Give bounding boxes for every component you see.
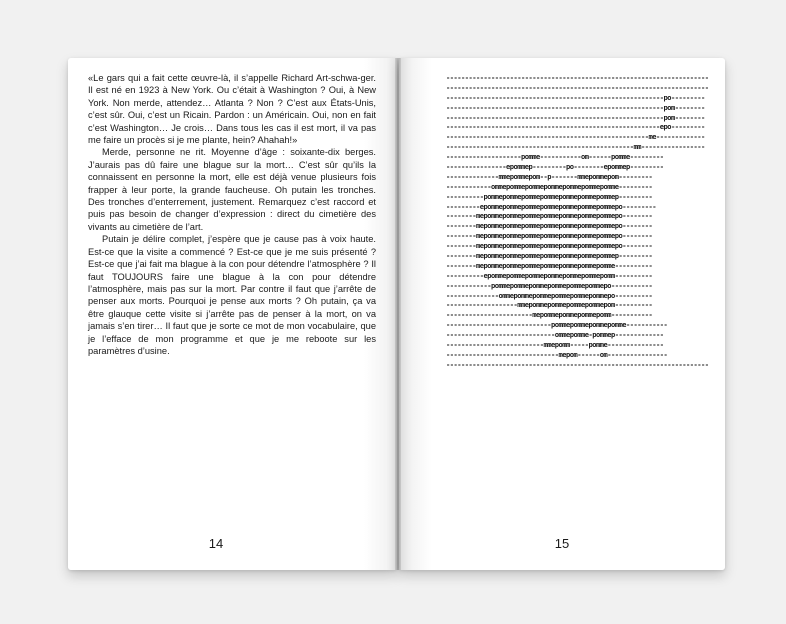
- pattern-line: ----------------------------------------------------------------------: [446, 73, 709, 82]
- pattern-line: -----------------------------ommepomme-pommep-------------: [446, 330, 664, 340]
- pattern-line: --------------mmepommepom--p-------mmepommepom---------: [446, 171, 653, 181]
- open-book: [68, 58, 725, 570]
- pattern-line: ---------epommepommepommepommepommepommepommepo---------: [446, 201, 657, 211]
- pattern-line: ----------pommepommepommepommepommepommepommep---------: [446, 191, 653, 201]
- paragraph: «Le gars qui a fait cette œuvre-là, il s’appelle Richard Art-schwa-ger. Il est né en 1923 à New York. Ou c’était à Washington ? Oui, à New York. Non merde, attendez… Atlanta ? Non ? C’est aux États-Unis, c’est sûr. Oui, c’est un Ricain. Pardon : un Américain. Oui, non en fait c’est Washington… Je crois… Dans tous les cas il est mort, il va pas me faire un procès si je me plante, hein? Ahahah!»: [88, 73, 376, 146]
- pattern-line: ----------------------------------------------------------pom--------: [446, 102, 705, 112]
- pattern-line: ---------------------------------------------------------epo---------: [446, 122, 705, 132]
- pattern-line: ------------pommepommepommepommepommepommepo-----------: [446, 280, 653, 290]
- pattern-line: ----------------------------------------------------------po---------: [446, 92, 705, 102]
- pattern-line: --------mepommepommepommepommepommepommepommepo--------: [446, 231, 653, 241]
- page-number-left: 14: [208, 536, 224, 551]
- paragraph: Putain je délire complet, j’espère que je cause pas à voix haute. Est-ce que la visite a commencé ? Est-ce que je me suis présenté ? Est-ce que j’ai fait ma blague à la con pour détendre l’atmosphère ? Il faut TOUJOURS faire une blague à la con pour détendre l’atmosphère, mais pas sur la mort. Par contre il faut que j’arrête de penser aux morts. Pourquoi je pense aux morts ? Oh putain, ça va être glauque cette visite si j’arrête pas de penser à la mort, on va jamais s’en tirer… Il faut que je sorte ce mot de mon vocabulaire, que je l’efface de mon programme et que je me reboote sur les paramètres d’usine.: [88, 234, 376, 356]
- pattern-line: --------------------------mmepomm-----pomme---------------: [446, 340, 664, 350]
- pattern-line: --------------------------------------------------mm-----------------: [446, 142, 705, 152]
- pattern-line: -----------------------mepommepommepommepomm-----------: [446, 310, 653, 320]
- pattern-line: ----------------------------pommepommepommepomme-----------: [446, 320, 668, 330]
- pattern-line: ----------------------------------------------------------pom--------: [446, 112, 705, 122]
- page-number-right: 15: [554, 536, 570, 551]
- left-page-text: [88, 72, 376, 357]
- pattern-line: --------mepommepommepommepommepommepommepommepo--------: [446, 211, 653, 221]
- pattern-line: -------------------mmepommepommepommepommepom----------: [446, 300, 653, 310]
- pattern-line: ----------------------------------------------------------------------: [446, 359, 709, 369]
- pattern-line: ----------epommepommepommepommepommepommepomm----------: [446, 270, 653, 280]
- book-gutter: [395, 58, 401, 570]
- left-page: [68, 58, 397, 570]
- pattern-line: ------------------------------mepom------om----------------: [446, 349, 668, 359]
- paragraph: Merde, personne ne rit. Moyenne d’âge : soixante-dix berges. J’aurais pas dû faire une blague sur la mort… C’est sûr qu’ils la connaissent en personne la mort, elle est déjà venue plusieurs fois frapper à leur porte, la grande faucheuse. Oh putain les tronches. Des tronches d’enterrement, justement. Remarquez c’est raccord et puis pas besoin de changer d’expression : direct du cimetière des vivants au cimetière de l’art.: [88, 147, 376, 232]
- apple-text-pattern: [446, 73, 709, 370]
- pattern-line: --------mepommepommepommepommepommepommepomme----------: [446, 260, 653, 270]
- pattern-line: --------mepommepommepommepommepommepommepommepo--------: [446, 241, 653, 251]
- pattern-line: ------------------------------------------------------me-------------: [446, 132, 705, 142]
- pattern-line: ----------------------------------------------------------------------: [446, 82, 709, 92]
- right-page: [399, 58, 725, 570]
- pattern-line: --------mepommepommepommepommepommepommepommepo--------: [446, 221, 653, 231]
- pattern-line: ----------------epommep---------po--------epommep---------: [446, 162, 664, 172]
- pattern-line: ------------ommepommepommepommepommepommepomme---------: [446, 181, 653, 191]
- pattern-line: --------------------pomme-----------om------pomme---------: [446, 152, 664, 162]
- pattern-line: --------mepommepommepommepommepommepommepommep---------: [446, 251, 653, 261]
- pattern-line: --------------ommepommepommepommepommepommepo----------: [446, 290, 653, 300]
